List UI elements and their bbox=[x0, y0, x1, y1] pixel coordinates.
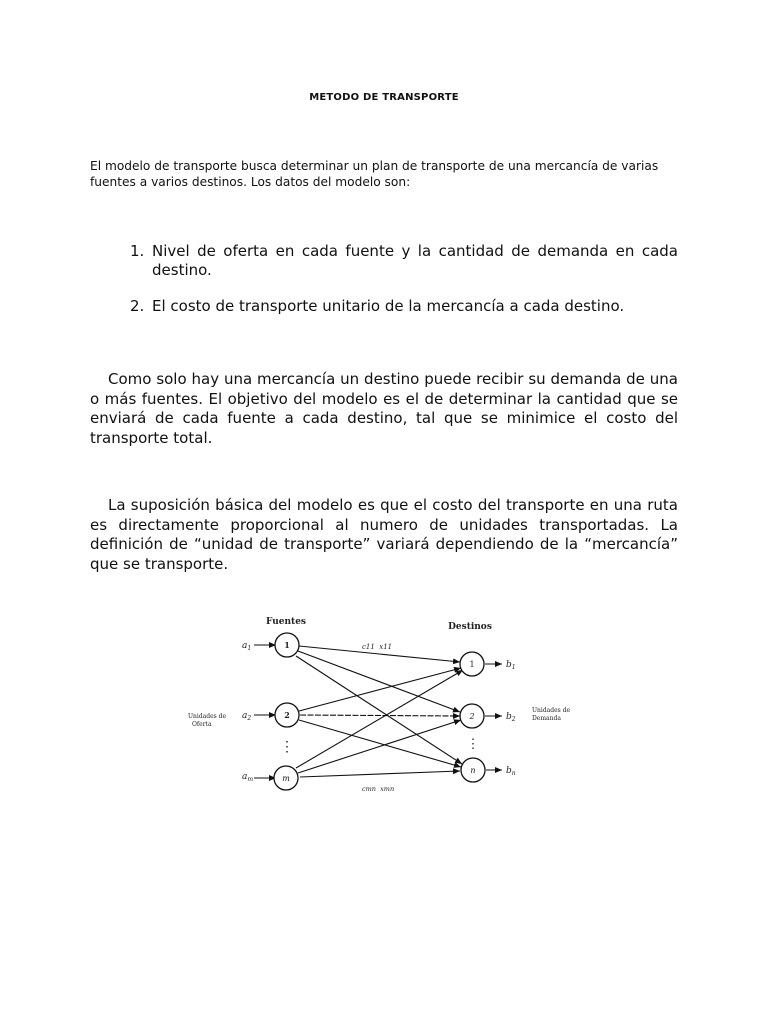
page-title: METODO DE TRANSPORTE bbox=[309, 92, 459, 103]
arc-2-2 bbox=[300, 715, 460, 716]
body-paragraph-2: La suposición básica del modelo es que el costo del transporte en una ruta es directamente proporcional al numero de unidades transportadas. La definición de “unidad de transporte” variará dependiendo de la “mercancía” que se transporte. bbox=[90, 496, 678, 573]
destination-node-n-label: n bbox=[470, 766, 476, 775]
list-item bbox=[130, 242, 678, 280]
source-node-2-label: 2 bbox=[284, 710, 290, 720]
arc-m-1 bbox=[296, 670, 463, 768]
supply-am: $a_m$ bbox=[242, 772, 254, 783]
demand-b2: $b_2$ bbox=[506, 712, 516, 723]
demand-b1: $b_1$ bbox=[506, 660, 516, 671]
arc-label-cmn-xmn: cmn xmn bbox=[362, 785, 395, 793]
arc-m-n bbox=[300, 771, 460, 777]
arc-1-n bbox=[296, 656, 462, 764]
destination-node-1-label: 1 bbox=[469, 660, 475, 669]
list-text: Nivel de oferta en cada fuente y la cantidad de demanda en cada destino. bbox=[152, 242, 678, 279]
transport-network-diagram bbox=[180, 608, 600, 818]
demand-bn: $b_n$ bbox=[506, 766, 516, 777]
body-paragraph-1: Como solo hay una mercancía un destino puede recibir su demanda de una o más fuentes. El objetivo del modelo es el de determinar la cantidad que se enviará de cada fuente a cada destino, tal que se minimice el costo del transporte total. bbox=[90, 370, 678, 447]
supply-units-label: Unidades de Oferta bbox=[188, 713, 227, 728]
destinations-header: Destinos bbox=[448, 622, 492, 632]
supply-a2: $a_2$ bbox=[242, 711, 252, 722]
list-number: 2. bbox=[130, 297, 145, 315]
sources-header: Fuentes bbox=[266, 617, 306, 627]
supply-a1: $a_1$ bbox=[242, 641, 252, 652]
list-text: El costo de transporte unitario de la mercancía a cada destino. bbox=[152, 297, 625, 315]
destination-node-2-label: 2 bbox=[469, 712, 475, 721]
arc-label-c11-x11: c11 x11 bbox=[362, 643, 393, 651]
arc-2-1 bbox=[299, 668, 461, 711]
sources-ellipsis: ⋮ bbox=[280, 739, 294, 755]
destinations-ellipsis: ⋮ bbox=[466, 737, 480, 752]
demand-units-label: Unidades de Demanda bbox=[532, 707, 571, 722]
list-number: 1. bbox=[130, 242, 145, 260]
numbered-list bbox=[130, 242, 678, 316]
intro-paragraph: El modelo de transporte busca determinar un plan de transporte de una mercancía de varias fuentes a varios destinos. Los datos del modelo son: bbox=[90, 159, 659, 189]
arc-2-n bbox=[299, 720, 461, 767]
source-node-m-label: m bbox=[282, 774, 290, 783]
arc-1-2 bbox=[298, 651, 460, 712]
arc-m-2 bbox=[298, 720, 461, 773]
source-node-1-label: 1 bbox=[284, 640, 290, 650]
list-item bbox=[130, 297, 678, 316]
